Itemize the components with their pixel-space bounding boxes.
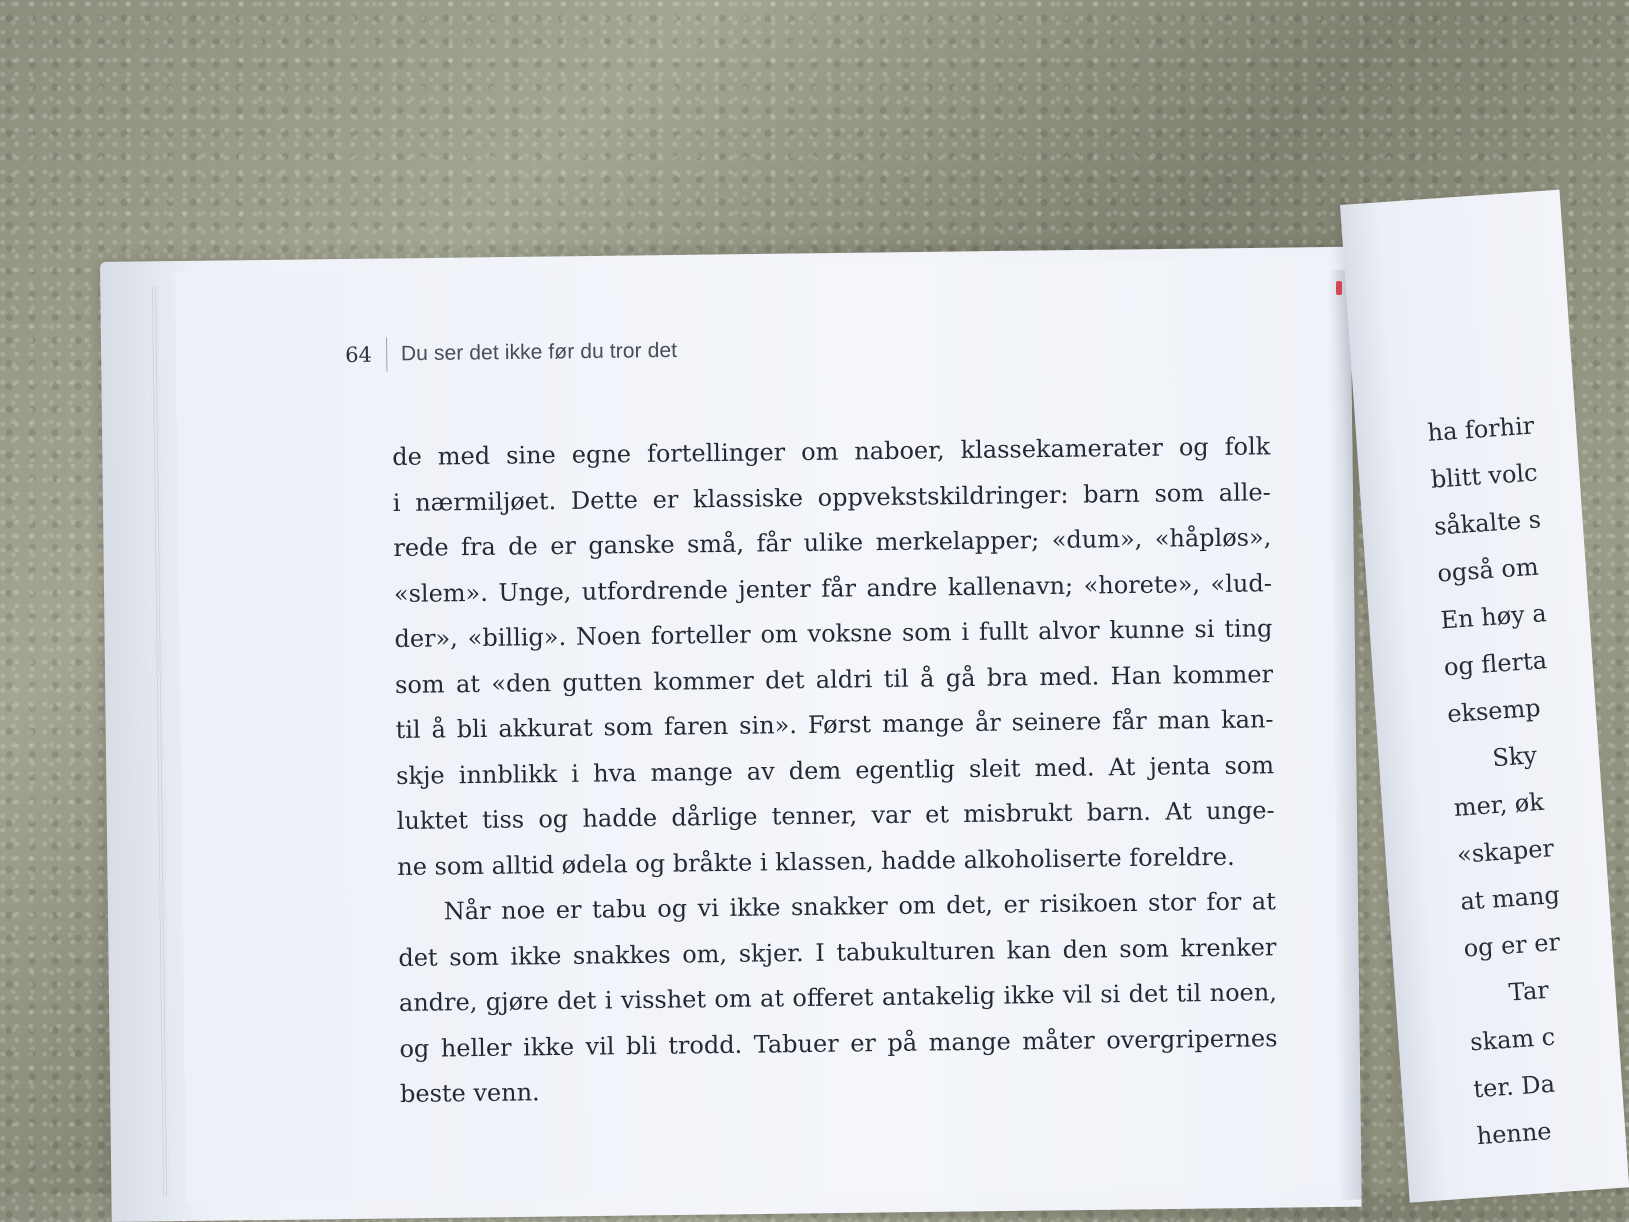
text-line: at mang xyxy=(1459,880,1561,916)
text-line: som at «den gutten kommer det aldri til å gå bra med. Han kommer xyxy=(394,659,1274,699)
page-body-text xyxy=(392,424,1278,1117)
text-line: og er er xyxy=(1462,927,1561,963)
text-line: henne xyxy=(1475,1117,1553,1151)
text-line: blitt volc xyxy=(1429,458,1539,494)
text-line: Når noe er tabu og vi ikke snakker om det, er risikoen stor for at xyxy=(443,887,1276,926)
header-divider xyxy=(386,337,387,371)
text-line: Tar xyxy=(1507,975,1550,1007)
text-line: der», «billig». Noen forteller om voksne som i fullt alvor kunne si ting xyxy=(394,614,1273,653)
text-line: og flerta xyxy=(1443,646,1548,682)
text-line: det som ikke snakkes om, skjer. I tabukulturen kan den som krenker xyxy=(398,932,1277,972)
text-line: andre, gjøre det i visshet om at offeret antakelig ikke vil si det til noen, xyxy=(398,978,1278,1017)
text-line: såkalte s xyxy=(1433,505,1542,541)
text-line: de med sine egne fortellinger om naboer, klassekamerater og folk xyxy=(392,432,1271,471)
text-line: mer, øk xyxy=(1452,787,1545,822)
text-line: i nærmiljøet. Dette er klassiske oppvekstskildringer: barn som alle- xyxy=(392,477,1271,517)
page-header xyxy=(345,334,677,372)
text-line: ne som alltid ødela og bråkte i klassen, hadde alkoholiserte foreldre. xyxy=(397,842,1235,881)
text-line: og heller ikke vil bli trodd. Tabuer er på mange måter overgripernes xyxy=(399,1023,1278,1063)
text-line: eksemp xyxy=(1446,693,1542,729)
text-line: også om xyxy=(1436,552,1540,588)
text-line: rede fra de er ganske små, får ulike merkelapper; «dum», «håpløs», xyxy=(393,523,1272,562)
bookmark-ribbon xyxy=(1336,281,1342,295)
text-line: ha forhir xyxy=(1426,411,1536,447)
text-line: skje innblikk i hva mange av dem egentlig sleit med. At jenta som xyxy=(395,750,1275,790)
text-line: «slem». Unge, utfordrende jenter får andre kallenavn; «horete», «lud- xyxy=(393,568,1273,608)
text-line: En høy a xyxy=(1439,599,1548,635)
running-title: Du ser det ikke før du tror det xyxy=(400,338,678,366)
text-line: luktet tiss og hadde dårlige tenner, var et misbrukt barn. At unge- xyxy=(396,796,1275,835)
text-line: beste venn. xyxy=(399,1078,540,1108)
text-line: ter. Da xyxy=(1472,1069,1556,1104)
text-line: til å bli akkurat som faren sin». Først mange år seinere får man kan- xyxy=(395,705,1274,744)
text-line: «skaper xyxy=(1456,834,1555,869)
text-line: skam c xyxy=(1469,1022,1556,1057)
text-line: Sky xyxy=(1491,741,1538,773)
page-number: 64 xyxy=(345,342,373,367)
